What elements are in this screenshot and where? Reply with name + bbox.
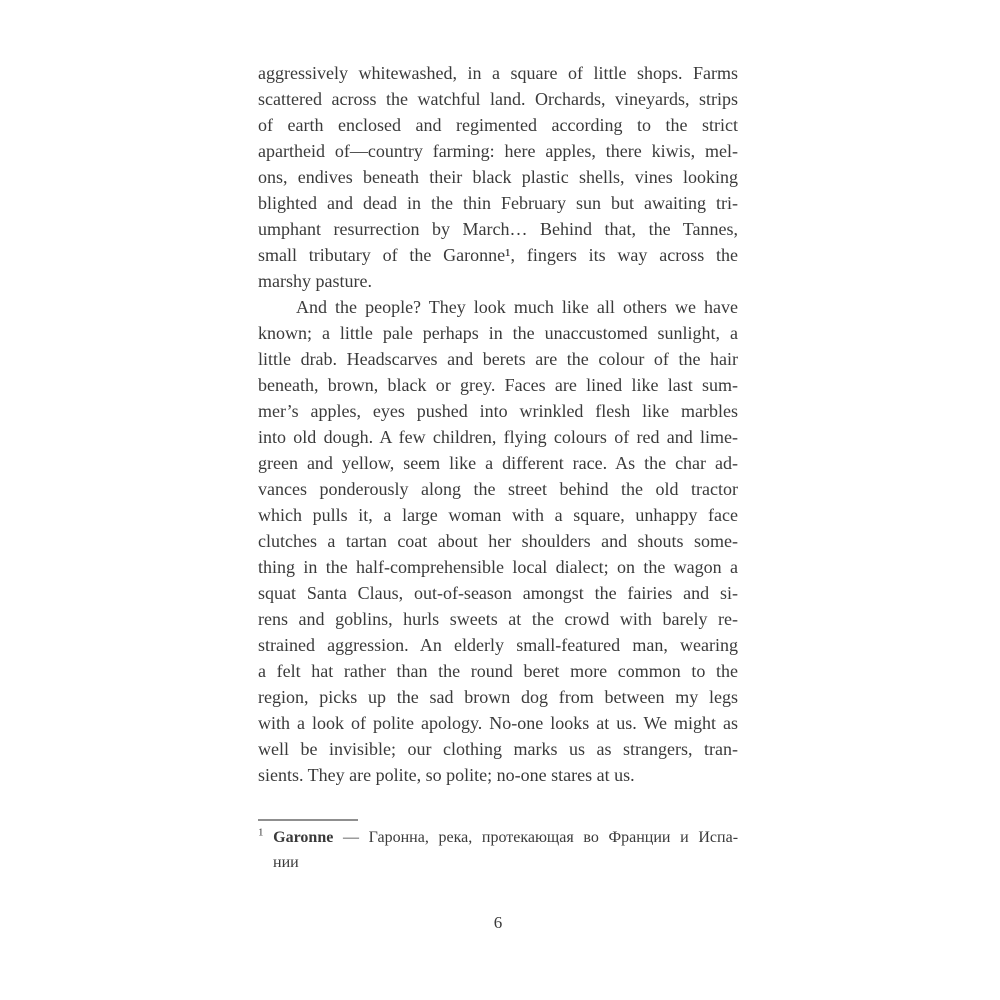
text-line: aggressively whitewashed, in a square of little shops. Farms [258, 63, 738, 83]
text-line: sients. They are polite, so polite; no-one stares at us. [258, 765, 635, 785]
paragraph-2 [258, 294, 738, 788]
text-line: thing in the half-comprehensible local dialect; on the wagon a [258, 557, 738, 577]
text-line: known; a little pale perhaps in the unaccustomed sunlight, a [258, 323, 738, 343]
text-line: region, picks up the sad brown dog from between my legs [258, 687, 738, 707]
text-line: mer’s apples, eyes pushed into wrinkled flesh like marbles [258, 401, 738, 421]
footnote-line-1 [258, 825, 738, 850]
text-line: small tributary of the Garonne¹, fingers its way across the [258, 245, 738, 265]
footnote-term: Garonne [273, 829, 334, 846]
text-line: marshy pasture. [258, 271, 372, 291]
text-line: into old dough. A few children, flying colours of red and lime- [258, 427, 738, 447]
text-line: squat Santa Claus, out-of-season amongst the fairies and si- [258, 583, 738, 603]
page-text [258, 60, 738, 875]
page-number: 6 [493, 913, 503, 932]
text-line: And the people? They look much like all others we have [296, 297, 738, 317]
text-line: umphant resurrection by March… Behind that, the Tannes, [258, 219, 738, 239]
text-line: a felt hat rather than the round beret more common to the [258, 661, 738, 681]
paragraph-1 [258, 60, 738, 294]
footnote-text: — Гаронна, река, протекающая во Франции и Испа- [343, 829, 738, 846]
text-line: with a look of polite apology. No-one looks at us. We might as [258, 713, 738, 733]
text-line: vances ponderously along the street behind the old tractor [258, 479, 738, 499]
text-line: blighted and dead in the thin February sun but awaiting tri- [258, 193, 738, 213]
text-line: ons, endives beneath their black plastic shells, vines looking [258, 167, 738, 187]
text-line: scattered across the watchful land. Orchards, vineyards, strips [258, 89, 738, 109]
text-line: green and yellow, seem like a different race. As the char ad- [258, 453, 738, 473]
text-line: beneath, brown, black or grey. Faces are lined like last sum- [258, 375, 738, 395]
footnote-wrap-line: нии [273, 854, 299, 871]
text-line: little drab. Headscarves and berets are the colour of the hair [258, 349, 738, 369]
footnote [258, 819, 738, 875]
text-line: well be invisible; our clothing marks us as strangers, tran- [258, 739, 738, 759]
text-line: which pulls it, a large woman with a square, unhappy face [258, 505, 738, 525]
text-line: clutches a tartan coat about her shoulders and shouts some- [258, 531, 738, 551]
text-line: rens and goblins, hurls sweets at the crowd with barely re- [258, 609, 738, 629]
text-line: apartheid of—country farming: here apples, there kiwis, mel- [258, 141, 738, 161]
footnote-rule [258, 819, 358, 821]
text-line: strained aggression. An elderly small-featured man, wearing [258, 635, 738, 655]
footnote-marker: 1 [258, 826, 264, 839]
text-line: of earth enclosed and regimented according to the strict [258, 115, 738, 135]
